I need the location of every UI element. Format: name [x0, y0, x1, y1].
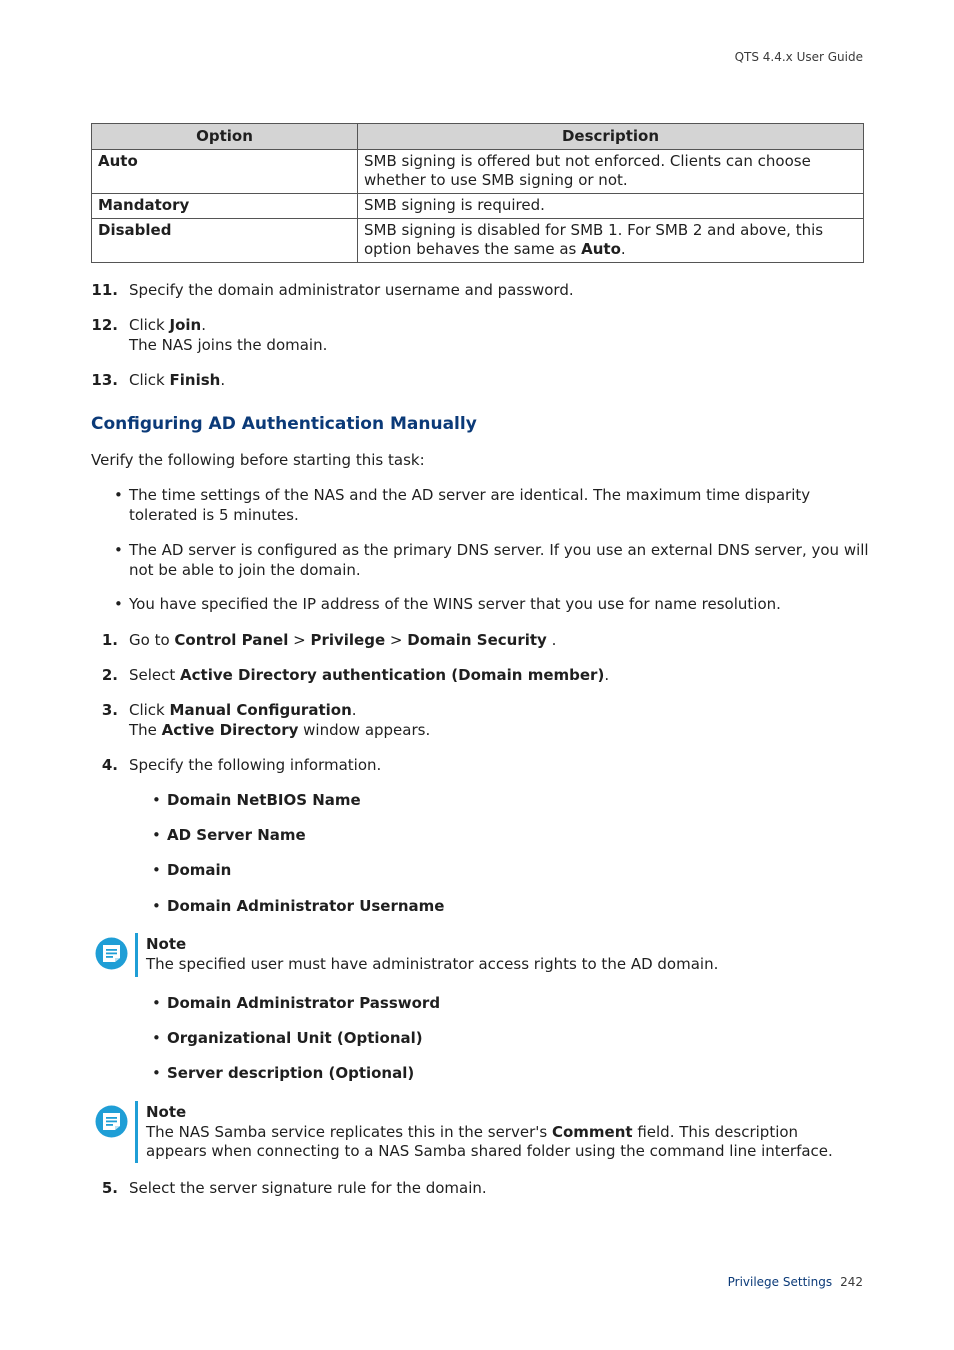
footer-section-name: Privilege Settings — [727, 1275, 833, 1289]
section-title: Configuring AD Authentication Manually — [91, 414, 477, 434]
column-header-description: Description — [358, 124, 864, 150]
table-row — [92, 219, 864, 263]
note-box — [91, 1101, 864, 1165]
table-row — [92, 150, 864, 194]
page-footer — [728, 1275, 863, 1289]
note-title: Note — [146, 935, 187, 953]
option-cell: Disabled — [92, 219, 358, 263]
note-bar — [135, 933, 138, 977]
note-box — [91, 933, 864, 979]
column-header-option: Option — [92, 124, 358, 150]
note-bar — [135, 1101, 138, 1163]
note-title: Note — [146, 1103, 187, 1121]
description-cell: SMB signing is disabled for SMB 1. For SMB 2 and above, this option behaves the same as Auto. — [358, 219, 864, 263]
page-number: 242 — [840, 1275, 863, 1289]
intro-paragraph: Verify the following before starting this task: — [91, 451, 425, 469]
description-cell: SMB signing is offered but not enforced. Clients can choose whether to use SMB signing or not. — [358, 150, 864, 194]
option-cell: Auto — [92, 150, 358, 194]
running-header: QTS 4.4.x User Guide — [734, 50, 863, 64]
step-result: The NAS joins the domain. — [129, 335, 328, 354]
note-text: The specified user must have administrator access rights to the AD domain. — [146, 954, 719, 973]
table-header-row — [92, 124, 864, 150]
smb-signing-options-table — [91, 123, 864, 263]
option-cell: Mandatory — [92, 194, 358, 219]
table-row — [92, 194, 864, 219]
description-cell: SMB signing is required. — [358, 194, 864, 219]
note-text: The NAS Samba service replicates this in the server's Comment field. This description appears when connecting to a NAS Samba shared folder using the command line interface. — [146, 1122, 833, 1160]
note-icon — [95, 1105, 128, 1138]
note-icon — [95, 937, 128, 970]
